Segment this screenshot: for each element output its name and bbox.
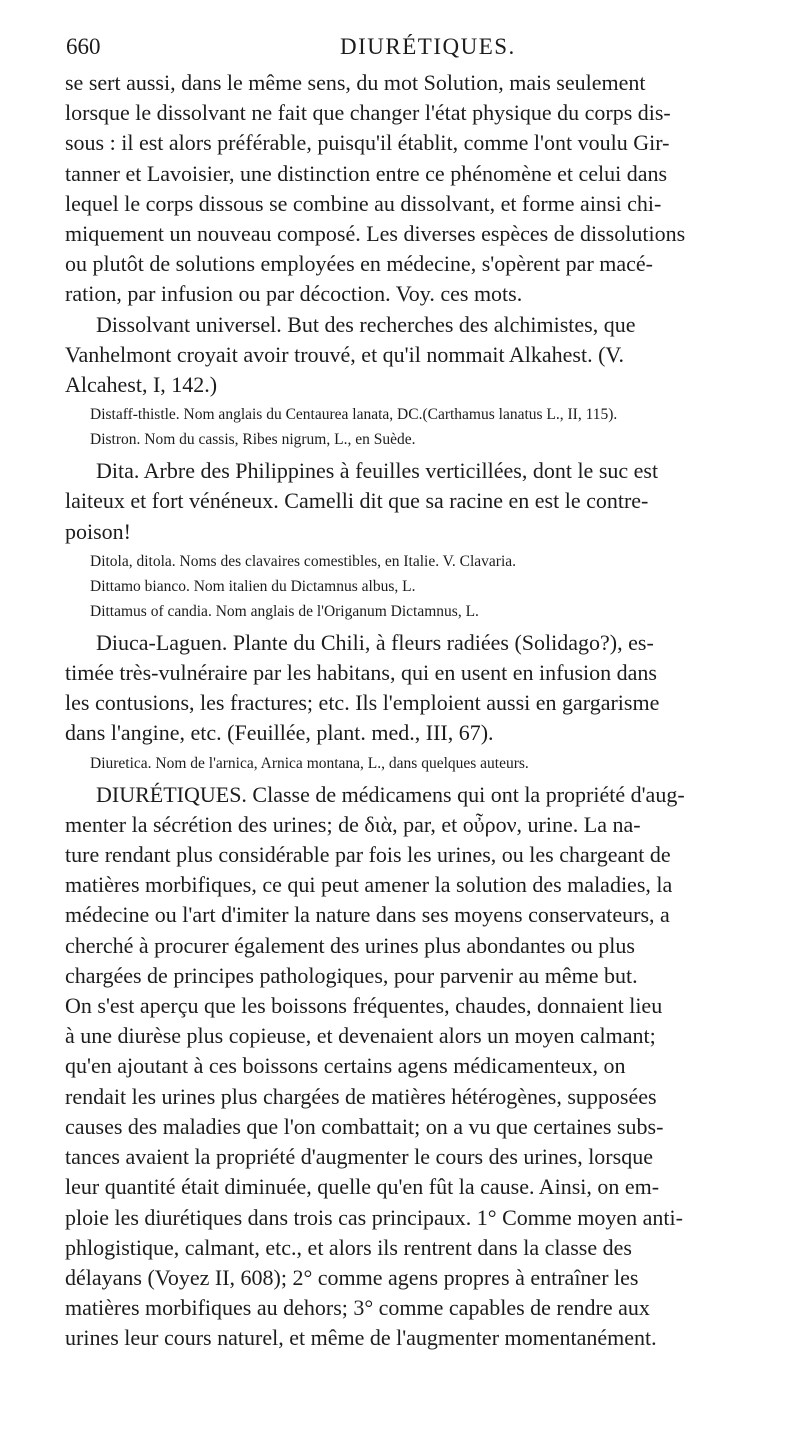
small-entry: Distaff-thistle. Nom anglais du Centaurea lanata, DC.(Carthamus lanatus L., II, 115). xyxy=(90,406,618,424)
text-line: dans l'angine, etc. (Feuillée, plant. med., III, 67). xyxy=(65,720,494,746)
text-line: tanner et Lavoisier, une distinction entre ce phénomène et celui dans xyxy=(65,160,668,186)
entry-dissolvant-universel xyxy=(66,310,786,401)
text-line: Alcahest, I, 142.) xyxy=(65,372,218,398)
text-line: à une diurèse plus copieuse, et devenaient alors un moyen calmant; xyxy=(65,1023,656,1049)
text-line: DIURÉTIQUES. Classe de médicamens qui ont la propriété d'aug- xyxy=(96,781,685,807)
text-line: chargées de principes pathologiques, pour parvenir au même but. xyxy=(65,962,638,988)
text-line: se sert aussi, dans le même sens, du mot Solution, mais seulement xyxy=(65,70,646,95)
small-entry: Dittamus of candia. Nom anglais de l'Origanum Dictamnus, L. xyxy=(90,602,479,620)
text-line: rendait les urines plus chargées de matières hétérogènes, supposées xyxy=(65,1083,657,1109)
small-entries-diuretica xyxy=(66,751,786,776)
text-line: On s'est aperçu que les boissons fréquentes, chaudes, donnaient lieu xyxy=(65,993,663,1019)
paragraph-solution xyxy=(66,68,786,310)
text-line: tances avaient la propriété d'augmenter le cours des urines, lorsque xyxy=(65,1144,653,1170)
text-line: timée très-vulnéraire par les habitans, qui en usent en infusion dans xyxy=(65,660,657,686)
text-line: poison! xyxy=(65,518,131,544)
entry-diuca-laguen xyxy=(66,628,786,749)
text-line: ture rendant plus considérable par fois les urines, ou les chargeant de xyxy=(65,842,671,868)
text-line: causes des maladies que l'on combattait; on a vu que certaines subs- xyxy=(65,1113,664,1139)
text-line: Vanhelmont croyait avoir trouvé, et qu'il nommait Alkahest. (V. xyxy=(65,341,624,367)
page-header xyxy=(66,30,786,68)
text-line: miquement un nouveau composé. Les diverses espèces de dissolutions xyxy=(65,221,686,247)
text-line: laiteux et fort vénéneux. Camelli dit que sa racine en est le contre- xyxy=(65,488,649,514)
running-head: DIURÉTIQUES. xyxy=(340,34,516,59)
entry-diuretiques xyxy=(66,780,786,1354)
small-entry: Dittamo bianco. Nom italien du Dictamnus albus, L. xyxy=(90,577,416,595)
small-entries-distaff-distron xyxy=(66,402,786,452)
text-line: cherché à procurer également des urines plus abondantes ou plus xyxy=(65,932,635,958)
text-line: lequel le corps dissous se combine au dissolvant, et forme ainsi chi- xyxy=(65,190,662,216)
text-line: les contusions, les fractures; etc. Ils l'emploient aussi en gargarisme xyxy=(65,690,660,716)
text-line: menter la sécrétion des urines; de διὰ, par, et οὖρον, urine. La na- xyxy=(65,811,641,837)
text-line: ration, par infusion ou par décoction. Voy. ces mots. xyxy=(65,281,523,307)
text-line: lorsque le dissolvant ne fait que changer l'état physique du corps dis- xyxy=(65,100,671,126)
entry-dita xyxy=(66,456,786,547)
text-line: Dissolvant universel. But des recherches des alchimistes, que xyxy=(96,311,636,337)
page-number: 660 xyxy=(66,34,101,59)
small-entry: Ditola, ditola. Noms des clavaires comestibles, en Italie. V. Clavaria. xyxy=(90,552,517,570)
text-line: sous : il est alors préférable, puisqu'il établit, comme l'ont voulu Gir- xyxy=(65,130,670,156)
text-line: matières morbifiques, ce qui peut amener la solution des maladies, la xyxy=(65,872,673,898)
text-line: urines leur cours naturel, et même de l'augmenter momentanément. xyxy=(65,1325,657,1351)
text-line: délayans (Voyez II, 608); 2° comme agens propres à entraîner les xyxy=(65,1264,639,1290)
text-line: ploie les diurétiques dans trois cas principaux. 1° Comme moyen anti- xyxy=(65,1204,683,1230)
text-line: Diuca-Laguen. Plante du Chili, à fleurs radiées (Solidago?), es- xyxy=(96,629,654,655)
text-line: leur quantité était diminuée, quelle qu'en fût la cause. Ainsi, on em- xyxy=(65,1174,660,1200)
text-line: ou plutôt de solutions employées en médecine, s'opèrent par macé- xyxy=(65,251,654,277)
small-entry: Distron. Nom du cassis, Ribes nigrum, L., en Suède. xyxy=(90,431,416,449)
text-line: qu'en ajoutant à ces boissons certains agens médicamenteux, on xyxy=(65,1053,626,1079)
text-line: phlogistique, calmant, etc., et alors ils rentrent dans la classe des xyxy=(65,1234,632,1260)
text-line: matières morbifiques au dehors; 3° comme capables de rendre aux xyxy=(65,1295,650,1321)
text-line: Dita. Arbre des Philippines à feuilles verticillées, dont le suc est xyxy=(96,458,659,484)
text-line: médecine ou l'art d'imiter la nature dans ses moyens conservateurs, a xyxy=(65,902,670,928)
small-entries-ditola-dittamus xyxy=(66,549,786,624)
small-entry: Diuretica. Nom de l'arnica, Arnica montana, L., dans quelques auteurs. xyxy=(90,754,529,772)
